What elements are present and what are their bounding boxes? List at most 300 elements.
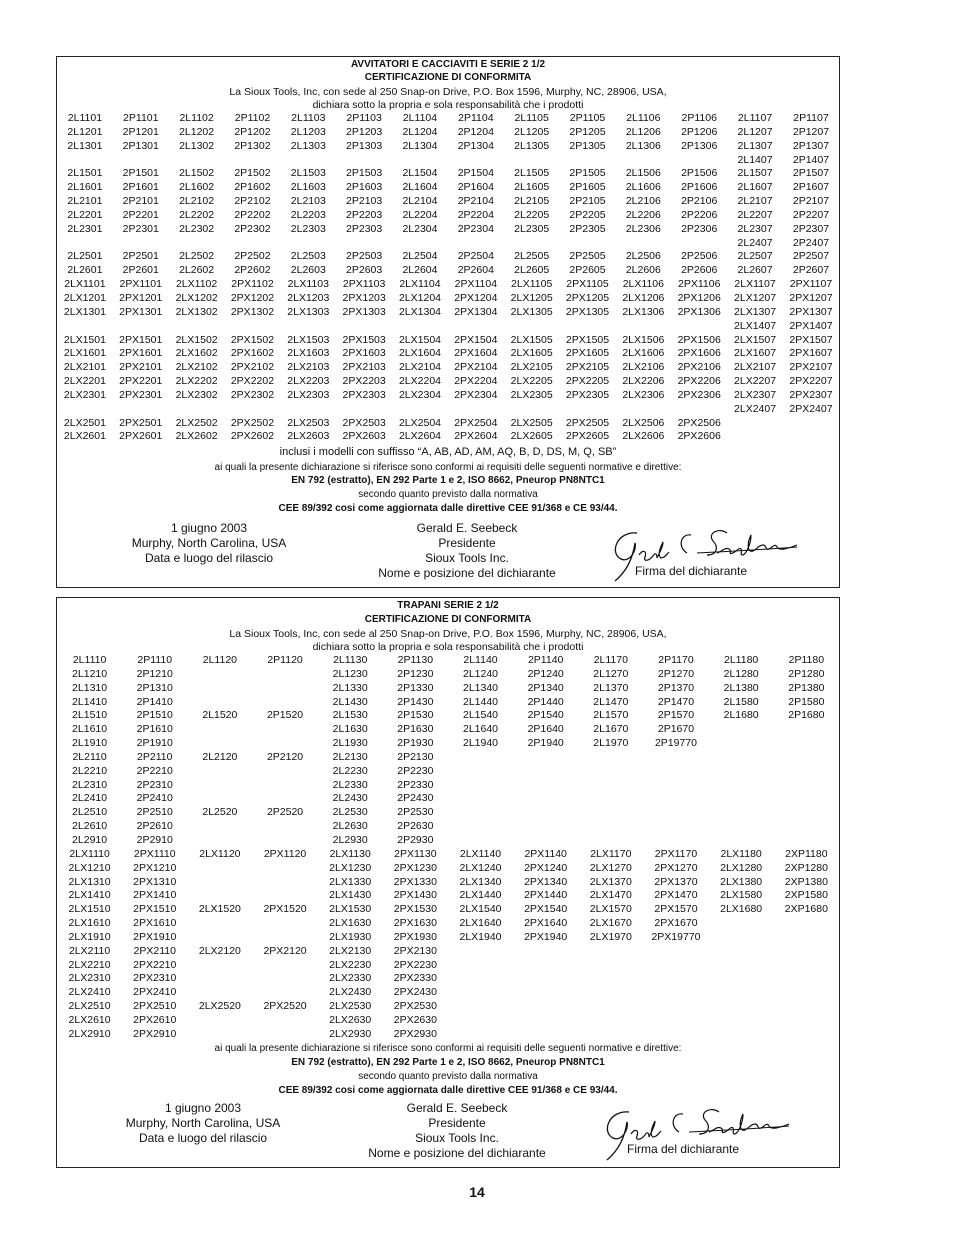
model-code: 2PX1104 — [454, 278, 498, 291]
model-code — [252, 668, 317, 682]
model-code: 2PX1630 — [393, 917, 437, 930]
model-code: 2LX2407 — [734, 402, 777, 415]
model-code — [187, 723, 252, 737]
table-row — [57, 668, 839, 682]
model-code: 2L2630 — [332, 820, 368, 833]
model-code: 2PX1940 — [524, 930, 568, 943]
model-code: 2PX1303 — [342, 305, 386, 318]
model-code — [615, 403, 671, 417]
model-code: 2P1910 — [136, 737, 173, 750]
model-code: 2P2607 — [792, 264, 830, 277]
model-code: 2PX1930 — [393, 930, 437, 943]
model-code: 2L2107 — [737, 195, 773, 208]
model-code: 2P2105 — [569, 195, 606, 208]
model-code: 2P1101 — [123, 112, 159, 124]
model-code — [709, 792, 774, 806]
model-table — [57, 112, 839, 444]
table-row — [57, 250, 839, 264]
model-code: 2PX2910 — [133, 1027, 177, 1040]
model-code: 2L1970 — [593, 737, 629, 750]
intro-line-2: dichiara sotto la propria e sola responsabilità che i prodotti — [312, 99, 584, 111]
name-position-label: Nome e posizione del dichiarante — [368, 1146, 546, 1160]
model-code: 2P1470 — [657, 695, 695, 708]
model-code: 2P1502 — [234, 167, 271, 180]
model-code — [643, 820, 708, 834]
model-code — [709, 834, 774, 848]
model-code: 2LX2601 — [63, 430, 106, 443]
model-code: 2LX1305 — [510, 305, 553, 318]
model-code: 2PX2601 — [119, 430, 163, 443]
model-code — [513, 779, 578, 793]
model-code: 2PX2605 — [565, 430, 610, 443]
table-row — [57, 154, 839, 168]
model-code: 2PX2106 — [677, 361, 721, 374]
model-code: 2P2310 — [136, 778, 173, 791]
table-row — [57, 389, 839, 403]
model-code — [448, 959, 513, 973]
model-code: 2L2102 — [179, 195, 215, 208]
model-code: 2L2602 — [179, 264, 215, 277]
model-code: 2PX1140 — [524, 847, 567, 860]
model-code: 2LX1106 — [622, 278, 664, 291]
model-code: 2L1180 — [724, 654, 759, 666]
table-row — [57, 292, 839, 306]
model-code — [709, 765, 774, 779]
model-code — [169, 403, 225, 417]
model-code: 2L2301 — [67, 222, 103, 235]
model-code: 2L1201 — [67, 125, 103, 138]
model-code: 2LX1204 — [398, 291, 441, 304]
model-code: 2L2501 — [67, 250, 103, 263]
model-code: 2LX2203 — [287, 375, 330, 388]
model-code: 2PX1370 — [654, 875, 698, 888]
model-code: 2P1602 — [234, 181, 271, 194]
model-code: 2P1130 — [397, 654, 434, 666]
model-code: 2PX2307 — [789, 388, 833, 401]
model-code: 2P1270 — [657, 667, 695, 680]
model-code: 2L1280 — [723, 667, 759, 680]
model-code: 2PX2610 — [133, 1013, 177, 1026]
model-code: 2P1120 — [267, 654, 303, 666]
model-code: 2PX1610 — [133, 917, 177, 930]
model-code: 2L1570 — [593, 709, 629, 722]
model-code — [643, 1028, 708, 1042]
model-code — [187, 792, 252, 806]
model-code: 2P1670 — [657, 723, 695, 736]
model-code: 2P2301 — [122, 222, 159, 235]
model-code — [187, 779, 252, 793]
model-code: 2L2302 — [179, 222, 215, 235]
model-code: 2LX1303 — [287, 305, 330, 318]
model-code: 2P1510 — [136, 709, 173, 722]
model-code: 2L1330 — [332, 681, 368, 694]
table-row — [57, 126, 839, 140]
model-code: 2P2103 — [346, 195, 383, 208]
model-code: 2PX1210 — [133, 861, 177, 874]
table-row — [57, 320, 839, 334]
model-code — [513, 834, 578, 848]
model-code: 2LX2101 — [63, 361, 106, 374]
model-code — [513, 1014, 578, 1028]
model-code: 2L1110 — [72, 654, 107, 666]
model-code: 2L2604 — [402, 264, 438, 277]
model-code: 2PX1305 — [565, 305, 610, 318]
model-code: 2P2503 — [346, 250, 383, 263]
company-name: Sioux Tools Inc. — [415, 1131, 499, 1145]
model-code: 2P1501 — [122, 167, 159, 180]
model-code — [252, 889, 317, 903]
model-code: 2PX2104 — [454, 361, 498, 374]
model-code: 2L1202 — [179, 125, 215, 138]
model-code: 2L1306 — [625, 139, 661, 152]
model-code: 2L1105 — [514, 112, 549, 124]
model-code: 2P2106 — [681, 195, 718, 208]
model-code: 2L2607 — [737, 264, 773, 277]
model-code — [57, 403, 113, 417]
model-code: 2P2202 — [234, 208, 271, 221]
model-code: 2LX1630 — [329, 917, 372, 930]
model-code — [448, 1028, 513, 1042]
model-code: 2PX1670 — [654, 917, 698, 930]
model-code: 2PX1603 — [342, 347, 386, 360]
model-code — [615, 154, 671, 168]
model-code: 2PX2505 — [565, 416, 610, 429]
model-code: 2L2520 — [202, 806, 238, 819]
model-code: 2L1930 — [332, 737, 368, 750]
model-code: 2P1103 — [346, 112, 382, 124]
model-code: 2L2304 — [402, 222, 438, 235]
model-code: 2PX1504 — [454, 333, 498, 346]
model-code: 2P1340 — [527, 681, 564, 694]
model-code — [513, 820, 578, 834]
model-code — [392, 154, 448, 168]
model-code: 2P2130 — [397, 750, 434, 763]
model-code: 2LX1304 — [398, 305, 441, 318]
model-code — [709, 751, 774, 765]
model-code — [671, 237, 727, 251]
model-code: 2P1280 — [788, 667, 825, 680]
model-code: 2PX2230 — [393, 958, 437, 971]
model-code: 2LX2307 — [734, 388, 777, 401]
model-code: 2XP1380 — [784, 875, 828, 888]
model-code — [252, 765, 317, 779]
model-code: 2P2303 — [346, 222, 383, 235]
model-code: 2PX1507 — [789, 333, 833, 346]
model-code: 2P1540 — [527, 709, 564, 722]
model-code — [57, 237, 113, 251]
secondo-line: secondo quanto previsto dalla normativa — [358, 1071, 538, 1082]
model-code: 2P1210 — [136, 667, 173, 680]
model-code — [643, 1000, 708, 1014]
model-code: 2PX1201 — [119, 291, 163, 304]
model-code: 2P2101 — [122, 195, 159, 208]
model-code: 2LX1530 — [329, 903, 372, 916]
model-code: 2PX2101 — [119, 361, 163, 374]
model-code — [709, 945, 774, 959]
model-code: 2LX1302 — [175, 305, 218, 318]
model-code: 2LX2302 — [175, 388, 218, 401]
model-code: 2PX1204 — [454, 291, 498, 304]
model-code: 2LX1507 — [734, 333, 777, 346]
model-code — [448, 779, 513, 793]
model-code: 2P1410 — [136, 695, 173, 708]
model-code: 2LX1580 — [720, 889, 763, 902]
model-code: 2P1230 — [397, 667, 434, 680]
model-code — [709, 959, 774, 973]
model-code: 2PX1170 — [654, 847, 698, 860]
model-code: 2PX1107 — [789, 278, 833, 291]
model-code: 2P1940 — [527, 737, 564, 750]
issue-date: 1 giugno 2003 — [164, 1101, 242, 1115]
model-code: 2P1104 — [458, 112, 494, 124]
table-row — [57, 972, 839, 986]
model-code: 2P1240 — [527, 667, 564, 680]
model-code: 2P2504 — [457, 250, 494, 263]
model-code: 2L2306 — [625, 222, 661, 235]
model-code: 2L2510 — [72, 806, 108, 819]
model-code: 2LX1602 — [175, 347, 218, 360]
model-code: 2L1580 — [723, 695, 759, 708]
model-code — [504, 237, 560, 251]
model-code: 2PX1307 — [789, 305, 833, 318]
model-code: 2LX1201 — [63, 291, 106, 304]
model-code: 2PX2120 — [263, 944, 307, 957]
model-code: 2P1107 — [793, 112, 829, 124]
signer-name: Gerald E. Seebeck — [406, 1101, 508, 1115]
model-code — [643, 972, 708, 986]
table-row — [57, 682, 839, 696]
model-code: 2XP1280 — [784, 861, 828, 874]
model-code: 2P1310 — [136, 681, 173, 694]
model-code: 2LX1502 — [175, 333, 218, 346]
declaration-box-screwdrivers — [56, 56, 840, 588]
model-code: 2L2202 — [179, 208, 215, 221]
model-code: 2P2502 — [234, 250, 271, 263]
model-code: 2LX2301 — [63, 388, 106, 401]
table-row — [57, 140, 839, 154]
model-code — [578, 1014, 643, 1028]
conformity-line: ai quali la presente dichiarazione si riferisce sono conformi ai requisiti delle seguenti normative e direttive: — [214, 462, 682, 473]
model-code: 2PX2503 — [342, 416, 386, 429]
model-code: 2P1601 — [122, 181, 159, 194]
model-code: 2PX1510 — [133, 903, 177, 916]
model-code — [709, 737, 774, 751]
model-code — [252, 917, 317, 931]
model-code — [513, 806, 578, 820]
model-code — [709, 1014, 774, 1028]
model-code: 2LX1110 — [69, 847, 110, 860]
model-code: 2P2601 — [122, 264, 159, 277]
model-code: 2L2407 — [737, 236, 773, 249]
model-code: 2PX2130 — [393, 944, 437, 957]
model-code: 2PX2110 — [133, 944, 176, 957]
model-code: 2P1610 — [136, 723, 173, 736]
model-code: 2P2407 — [792, 236, 830, 249]
model-code: 2L1407 — [737, 153, 773, 166]
model-code: 2PX2303 — [342, 388, 386, 401]
model-code: 2P2910 — [136, 833, 173, 846]
model-code — [252, 682, 317, 696]
model-code — [252, 959, 317, 973]
table-row — [57, 334, 839, 348]
section-subtitle: CERTIFICAZIONE DI CONFORMITA — [364, 614, 532, 625]
model-code: 2L1601 — [67, 181, 103, 194]
norms-line: EN 792 (estratto), EN 292 Parte 1 e 2, ISO 8662, Pneurop PN8NTC1 — [291, 1057, 605, 1068]
model-code: 2LX1407 — [734, 319, 777, 332]
model-code — [336, 403, 392, 417]
model-code: 2L1304 — [402, 139, 438, 152]
model-code: 2L1640 — [462, 723, 499, 736]
model-code: 2L2606 — [625, 264, 661, 277]
model-code: 2P2330 — [397, 778, 434, 791]
model-code: 2P1640 — [527, 723, 564, 736]
model-code: 2P2307 — [792, 222, 830, 235]
model-code: 2PX2205 — [565, 375, 610, 388]
model-code: 2P1140 — [527, 654, 564, 666]
model-code: 2P1380 — [788, 681, 825, 694]
model-code: 2LX2305 — [510, 388, 553, 401]
table-row — [57, 195, 839, 209]
model-code — [448, 1014, 513, 1028]
model-code — [643, 1014, 708, 1028]
model-code: 2P2210 — [136, 764, 173, 777]
model-code: 2L1602 — [179, 181, 215, 194]
model-code — [448, 751, 513, 765]
model-code — [252, 696, 317, 710]
model-code: 2LX2102 — [175, 361, 218, 374]
cee-line: CEE 89/392 cosi come aggiornata dalle direttive CEE 91/368 e CE 93/44. — [278, 1085, 618, 1096]
model-code — [448, 237, 504, 251]
model-code: 2P1570 — [657, 709, 695, 722]
model-code — [448, 820, 513, 834]
model-code: 2L2601 — [67, 264, 103, 277]
model-code: 2L2505 — [514, 250, 550, 263]
model-code: 2L2106 — [625, 195, 661, 208]
model-code — [280, 320, 336, 334]
model-code — [643, 779, 708, 793]
model-code: 2PX1502 — [230, 333, 275, 346]
model-code — [169, 154, 225, 168]
model-code: 2LX1205 — [510, 291, 553, 304]
intro-line-1: La Sioux Tools, Inc, con sede al 250 Snap-on Drive, P.O. Box 1596, Murphy, NC, 28906, USA, — [229, 86, 667, 98]
table-row — [57, 806, 839, 820]
model-code: 2PX1340 — [524, 875, 568, 888]
model-code: 2L2307 — [737, 222, 773, 235]
table-row — [57, 848, 839, 862]
model-code: 2PX2203 — [342, 375, 386, 388]
model-code — [252, 986, 317, 1000]
model-code: 2XP1180 — [785, 847, 828, 860]
model-code: 2L2605 — [514, 264, 550, 277]
model-code: 2PX1102 — [231, 278, 274, 291]
model-code: 2PX2330 — [393, 972, 437, 985]
model-code: 2L1102 — [179, 112, 214, 124]
model-code: 2L1501 — [67, 167, 103, 180]
model-code: 2LX2205 — [510, 375, 553, 388]
model-code — [448, 154, 504, 168]
model-code: 2PX2202 — [230, 375, 275, 388]
model-code: 2LX2304 — [398, 388, 441, 401]
model-code: 2P1106 — [681, 112, 717, 124]
model-code: 2LX1607 — [734, 347, 777, 360]
model-code: 2L1230 — [332, 667, 368, 680]
model-code: 2PX2501 — [119, 416, 163, 429]
model-code: 2L1540 — [462, 709, 499, 722]
model-code: 2PX1607 — [789, 347, 833, 360]
model-code: 2PX2407 — [789, 402, 833, 415]
model-code: 2PX1430 — [393, 889, 437, 902]
model-code — [187, 1028, 252, 1042]
intro-line-2: dichiara sotto la propria e sola responsabilità che i prodotti — [312, 641, 584, 653]
model-code: 2P1105 — [569, 112, 606, 124]
model-code: 2P1110 — [137, 654, 173, 666]
model-code — [709, 917, 774, 931]
model-code: 2PX1301 — [119, 305, 163, 318]
model-code: 2P1580 — [788, 695, 825, 708]
model-code: 2LX1601 — [63, 347, 106, 360]
model-code: 2LX2605 — [510, 430, 553, 443]
model-code: 2L1310 — [72, 681, 108, 694]
model-code: 2L2504 — [402, 250, 438, 263]
model-code: 2LX1570 — [589, 903, 632, 916]
date-place-block — [113, 1101, 293, 1146]
model-code: 2LX2110 — [68, 944, 111, 957]
model-code: 2PX1230 — [393, 861, 437, 874]
model-code — [774, 1028, 839, 1042]
model-code: 2LX1306 — [622, 305, 665, 318]
signer-title: Presidente — [438, 536, 496, 550]
table-row — [57, 430, 839, 444]
model-code: 2P2207 — [792, 208, 830, 221]
model-code: 2LX1501 — [63, 333, 106, 346]
model-code: 2L1910 — [72, 737, 108, 750]
model-code: 2PX1110 — [133, 847, 176, 860]
signer-title: Presidente — [428, 1116, 486, 1130]
table-row — [57, 237, 839, 251]
model-code: 2PX1203 — [342, 291, 386, 304]
model-code: 2L1503 — [290, 167, 326, 180]
model-code — [448, 792, 513, 806]
model-code: 2LX1503 — [287, 333, 330, 346]
model-code: 2LX1270 — [589, 861, 632, 874]
model-code — [671, 320, 727, 334]
model-code: 2L1204 — [402, 125, 438, 138]
table-row — [57, 917, 839, 931]
model-code — [252, 1014, 317, 1028]
model-code — [709, 806, 774, 820]
model-code: 2PX2107 — [789, 361, 833, 374]
table-row — [57, 945, 839, 959]
conformity-line: ai quali la presente dichiarazione si riferisce sono conformi ai requisiti delle seguenti normative e direttive: — [214, 1043, 682, 1054]
model-code: 2XP1680 — [784, 903, 828, 916]
model-code: 2P1440 — [527, 695, 564, 708]
table-row — [57, 959, 839, 973]
model-code — [774, 834, 839, 848]
model-code: 2PX2206 — [677, 375, 721, 388]
model-code — [336, 320, 392, 334]
table-row — [57, 1014, 839, 1028]
table-row — [57, 264, 839, 278]
model-code — [560, 320, 616, 334]
model-code: 2P1603 — [346, 181, 383, 194]
model-code: 2L2103 — [290, 195, 326, 208]
model-code — [252, 1028, 317, 1042]
model-code: 2L1380 — [723, 681, 759, 694]
table-row — [57, 820, 839, 834]
model-code: 2PX2410 — [133, 986, 177, 999]
model-code: 2LX1605 — [510, 347, 553, 360]
model-code: 2P2205 — [569, 208, 606, 221]
